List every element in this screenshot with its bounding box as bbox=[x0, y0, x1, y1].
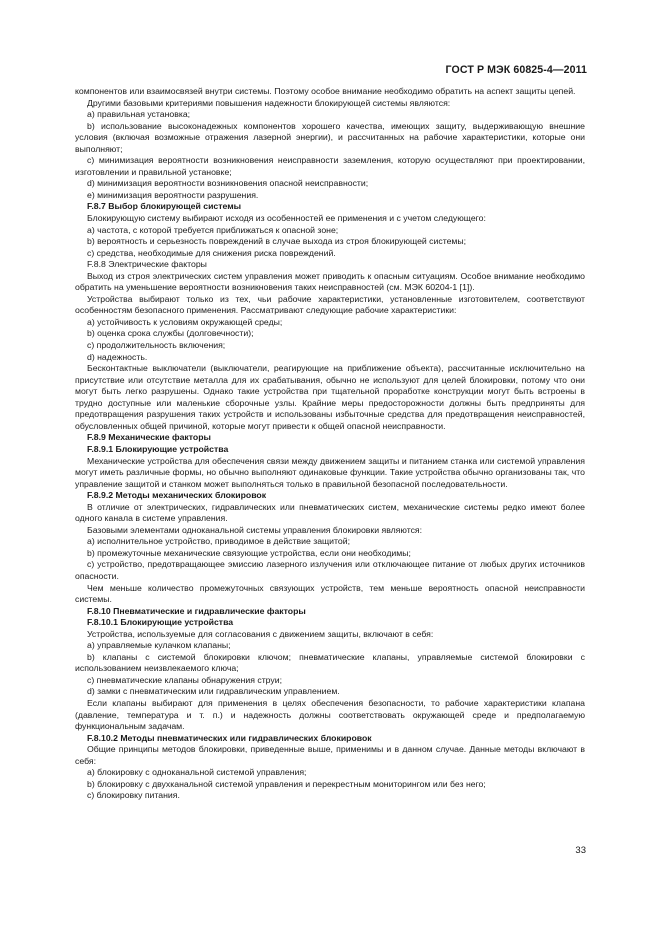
paragraph: а) частота, с которой требуется приближаться к опасной зоне; bbox=[87, 224, 339, 235]
section-heading: F.8.9 Механические факторы bbox=[87, 432, 211, 443]
paragraph: компонентов или взаимосвязей внутри системы. Поэтому особое внимание необходимо обратить на аспект защиты цепей. bbox=[75, 86, 576, 96]
section-heading: F.8.10 Пневматические и гидравлические факторы bbox=[87, 605, 306, 616]
page-number: 33 bbox=[575, 845, 586, 856]
paragraph: Если клапаны выбирают для применения в целях обеспечения безопасности, то рабочие характеристики клапана (давление, температура и т. п.) и надежность должны соответствовать окружающей среде и предполагаемую функциональным задачам. bbox=[75, 697, 585, 732]
section-heading: F.8.7 Выбор блокирующей системы bbox=[87, 201, 242, 212]
paragraph: Механические устройства для обеспечения связи между движением защиты и питанием станка или системой управления могут иметь различные формы, но обычно выполняют одинаковые функции. Такие устройства обычно организованы так, что управление защитой и станком может выполняться только в правильной безопасной последовательности. bbox=[75, 455, 585, 489]
paragraph: b) вероятность и серьезность повреждений в случае выхода из строя блокирующей системы; bbox=[87, 236, 467, 247]
paragraph: b) блокировку с двухканальной системой управления и перекрестным мониторингом или без него; bbox=[87, 778, 486, 789]
paragraph: В отличие от электрических, гидравлических или пневматических систем, механические системы редко имеют более одного канала в системе управления. bbox=[75, 501, 585, 524]
paragraph: с) минимизация вероятности возникновения неисправности заземления, которую осуществляют при проектировании, изготовлении и правильной установке; bbox=[75, 155, 585, 177]
paragraph: Выход из строя электрических систем управления может приводить к опасным ситуациям. Особое внимание необходимо обратить на уменьшение вероятности возникновения таких неисправностей (см. МЭК 60204-1 [1]). bbox=[75, 270, 585, 293]
paragraph: b) клапаны с системой блокировки ключом; пневматические клапаны, управляемые системой блокировки с использованием неизвлекаемого ключа; bbox=[75, 651, 585, 674]
paragraph: Чем меньше количество промежуточных связующих устройств, тем меньше вероятность опасной неисправности системы. bbox=[75, 582, 585, 605]
paragraph: Устройства, используемые для согласования с движением защиты, включают в себя: bbox=[87, 628, 434, 639]
paragraph: с) продолжительность включения; bbox=[87, 340, 226, 351]
section-heading: F.8.8 Электрические факторы bbox=[87, 259, 207, 270]
paragraph: а) устойчивость к условиям окружающей среды; bbox=[87, 316, 283, 327]
section-heading: F.8.9.1 Блокирующие устройства bbox=[87, 443, 229, 454]
paragraph: b) использование высоконадежных компонентов хорошего качества, имеющих защиту, выдерживающую внешние условия (включая возможные отражения лазерной энергии), и рассчитанных на рабочие характеристики, которые они выполняют; bbox=[75, 120, 585, 154]
section-heading: F.8.9.2 Методы механических блокировок bbox=[87, 490, 267, 501]
document-code-header: ГОСТ Р МЭК 60825-4—2011 bbox=[445, 64, 587, 76]
paragraph: d) надежность. bbox=[87, 351, 148, 362]
paragraph: а) управляемые кулачком клапаны; bbox=[87, 640, 231, 651]
paragraph: d) минимизация вероятности возникновения опасной неисправности; bbox=[87, 178, 369, 189]
paragraph: а) блокировку с одноканальной системой управления; bbox=[87, 767, 307, 778]
paragraph: Бесконтактные выключатели (выключатели, реагирующие на приближение объекта), рассчитанные исключительно на присутствие или отсутствие металла для их срабатывания, обычно не используют для целей блокировки, потому что они могут быть легко разрушены. Однако такие устройства при тщательной проработке конструкции могут быть встроены в трудно доступные или маленькие сборочные узлы. Крайние меры предосторожности должны быть предприняты для предотвращения разрушения таких устройств и использованы избыточные средства для предотвращения неисправностей, обусловленных общей причиной, которые могут привести к общей опасной неисправности. bbox=[75, 363, 585, 431]
section-heading: F.8.10.1 Блокирующие устройства bbox=[87, 617, 234, 628]
paragraph: d) замки с пневматическим или гидравлическим управлением. bbox=[87, 686, 340, 697]
paragraph: с) блокировку питания. bbox=[87, 790, 180, 801]
paragraph: Блокирующую систему выбирают исходя из особенностей ее применения и с учетом следующего: bbox=[87, 213, 486, 224]
paragraph: с) средства, необходимые для снижения риска повреждений. bbox=[87, 247, 336, 258]
paragraph: b) оценка срока службы (долговечности); bbox=[87, 328, 254, 339]
paragraph: е) минимизация вероятности разрушения. bbox=[87, 189, 259, 200]
paragraph: с) устройство, предотвращающее эмиссию лазерного излучения или отключающее питание от любых других источников опасности. bbox=[75, 559, 585, 581]
document-body bbox=[75, 86, 585, 802]
paragraph: Базовыми элементами одноканальной системы управления блокировки являются: bbox=[87, 524, 423, 535]
paragraph: а) правильная установка; bbox=[87, 109, 191, 120]
paragraph: с) пневматические клапаны обнаружения струи; bbox=[87, 674, 283, 685]
paragraph: Другими базовыми критериями повышения надежности блокирующей системы являются: bbox=[87, 97, 451, 108]
section-heading: F.8.10.2 Методы пневматических или гидравлических блокировок bbox=[87, 732, 372, 743]
paragraph: а) исполнительное устройство, приводимое в действие защитой; bbox=[87, 536, 351, 547]
paragraph: b) промежуточные механические связующие устройства, если они необходимы; bbox=[87, 547, 411, 558]
paragraph: Общие принципы методов блокировки, приведенные выше, применимы и в данном случае. Данные методы включают в себя: bbox=[75, 744, 585, 766]
paragraph: Устройства выбирают только из тех, чьи рабочие характеристики, установленные изготовителем, соответствуют особенностям безопасного применения. Рассматривают следующие рабочие характеристики: bbox=[75, 293, 585, 316]
